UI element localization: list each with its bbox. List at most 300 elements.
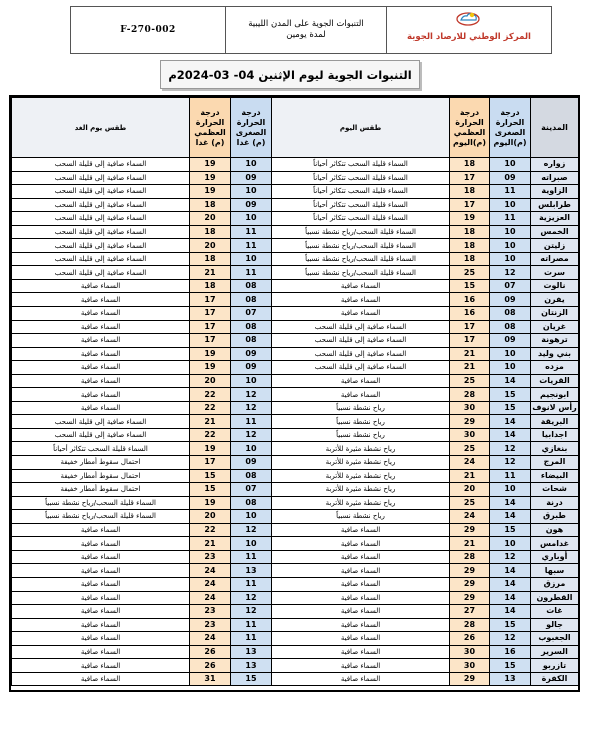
- cell-weather-today: السماء صافية إلى قليلة السحب: [272, 347, 450, 361]
- cell-min-today: 09: [490, 334, 531, 348]
- cell-min-tomorrow: 13: [231, 659, 272, 673]
- cell-max-tomorrow: 20: [190, 510, 231, 524]
- cell-weather-tomorrow: احتمال سقوط أمطار خفيفة: [12, 456, 190, 470]
- cell-city: طرابلس: [531, 198, 579, 212]
- cell-max-today: 25: [450, 442, 490, 456]
- cell-city: الخمس: [531, 225, 579, 239]
- cell-city: أوباري: [531, 550, 579, 564]
- cell-weather-tomorrow: السماء صافية إلى قليلة السحب: [12, 171, 190, 185]
- organization-block: [387, 7, 551, 53]
- cell-weather-today: السماء صافية: [272, 293, 450, 307]
- cell-max-tomorrow: 19: [190, 496, 231, 510]
- cell-max-today: 19: [450, 212, 490, 226]
- cell-max-today: 25: [450, 266, 490, 280]
- cell-weather-today: السماء صافية إلى قليلة السحب: [272, 334, 450, 348]
- cell-weather-today: السماء صافية إلى قليلة السحب: [272, 320, 450, 334]
- col-header-city: المدينة: [531, 98, 579, 158]
- cell-max-tomorrow: 19: [190, 442, 231, 456]
- cell-min-tomorrow: 11: [231, 550, 272, 564]
- cell-city: نالوت: [531, 279, 579, 293]
- cell-max-tomorrow: 21: [190, 415, 231, 429]
- cell-min-today: 14: [490, 374, 531, 388]
- cell-max-today: 28: [450, 618, 490, 632]
- cell-max-tomorrow: 23: [190, 550, 231, 564]
- cell-min-today: 10: [490, 361, 531, 375]
- cell-weather-today: السماء قليلة السحب تتكاثر أحياناً: [272, 198, 450, 212]
- cell-max-today: 20: [450, 483, 490, 497]
- cell-city: العزيزية: [531, 212, 579, 226]
- table-row: [12, 428, 579, 442]
- cell-min-today: 15: [490, 618, 531, 632]
- cell-max-tomorrow: 17: [190, 293, 231, 307]
- cell-min-today: 10: [490, 158, 531, 172]
- cell-city: الزاوية: [531, 185, 579, 199]
- cell-min-tomorrow: 10: [231, 537, 272, 551]
- cell-city: البريقة: [531, 415, 579, 429]
- cell-min-today: 14: [490, 591, 531, 605]
- table-row: [12, 374, 579, 388]
- cell-city: درنة: [531, 496, 579, 510]
- cell-city: القطرون: [531, 591, 579, 605]
- doc-code: F-270-002: [71, 7, 226, 53]
- cell-city: المرج: [531, 456, 579, 470]
- cell-weather-today: السماء قليلة السحب تتكاثر أحياناً: [272, 158, 450, 172]
- cell-max-tomorrow: 21: [190, 266, 231, 280]
- cell-city: سبها: [531, 564, 579, 578]
- cell-min-today: 09: [490, 293, 531, 307]
- table-row: [12, 469, 579, 483]
- cell-city: غات: [531, 605, 579, 619]
- cell-min-today: 14: [490, 577, 531, 591]
- cell-min-tomorrow: 09: [231, 171, 272, 185]
- table-row: [12, 266, 579, 280]
- cell-max-today: 16: [450, 307, 490, 321]
- cell-min-today: 12: [490, 550, 531, 564]
- cell-max-today: 18: [450, 225, 490, 239]
- cell-max-today: 30: [450, 428, 490, 442]
- cell-weather-today: السماء صافية: [272, 645, 450, 659]
- table-row: [12, 442, 579, 456]
- cell-max-today: 18: [450, 239, 490, 253]
- cell-city: السرير: [531, 645, 579, 659]
- cell-weather-today: السماء قليلة السحب تتكاثر أحياناً: [272, 212, 450, 226]
- cell-min-tomorrow: 15: [231, 672, 272, 686]
- cell-min-today: 15: [490, 659, 531, 673]
- cell-min-tomorrow: 09: [231, 456, 272, 470]
- cell-city: الزنتان: [531, 307, 579, 321]
- cell-weather-tomorrow: السماء قليلة السحب تتكاثر أحياناً: [12, 442, 190, 456]
- table-row: [12, 591, 579, 605]
- cell-city: غدامس: [531, 537, 579, 551]
- cell-min-today: 12: [490, 442, 531, 456]
- cell-max-tomorrow: 24: [190, 591, 231, 605]
- forecast-title: التنبوات الجوية ليوم الإثنين 04- 03-2024م: [160, 60, 420, 89]
- cell-min-tomorrow: 10: [231, 158, 272, 172]
- cell-weather-today: السماء صافية: [272, 374, 450, 388]
- cell-min-tomorrow: 11: [231, 415, 272, 429]
- table-row: [12, 279, 579, 293]
- cell-max-today: 29: [450, 415, 490, 429]
- cell-city: بنغازي: [531, 442, 579, 456]
- cell-max-today: 24: [450, 510, 490, 524]
- cell-weather-today: السماء صافية: [272, 388, 450, 402]
- cell-min-today: 15: [490, 401, 531, 415]
- cell-min-tomorrow: 08: [231, 279, 272, 293]
- cell-max-today: 17: [450, 171, 490, 185]
- table-row: [12, 401, 579, 415]
- cell-weather-today: رياح نشطة نسبياً: [272, 401, 450, 415]
- cell-weather-today: السماء صافية: [272, 307, 450, 321]
- cell-min-tomorrow: 11: [231, 239, 272, 253]
- cell-min-tomorrow: 11: [231, 618, 272, 632]
- cell-max-tomorrow: 19: [190, 158, 231, 172]
- cell-min-tomorrow: 07: [231, 307, 272, 321]
- table-header-row: [12, 98, 579, 158]
- cell-min-tomorrow: 08: [231, 293, 272, 307]
- cell-min-tomorrow: 10: [231, 212, 272, 226]
- cell-min-tomorrow: 10: [231, 442, 272, 456]
- cell-city: صبراته: [531, 171, 579, 185]
- cell-city: تازربو: [531, 659, 579, 673]
- cell-max-today: 21: [450, 347, 490, 361]
- cell-weather-today: رياح نشطة مثيرة للأتربة: [272, 483, 450, 497]
- cell-weather-today: السماء صافية: [272, 577, 450, 591]
- cell-min-tomorrow: 08: [231, 496, 272, 510]
- col-header-weather-today: طقس اليوم: [272, 98, 450, 158]
- table-row: [12, 347, 579, 361]
- table-row: [12, 523, 579, 537]
- cell-min-tomorrow: 09: [231, 361, 272, 375]
- cell-weather-today: رياح نشطة نسبياً: [272, 510, 450, 524]
- cell-max-tomorrow: 22: [190, 401, 231, 415]
- cell-min-tomorrow: 08: [231, 469, 272, 483]
- cell-max-today: 25: [450, 374, 490, 388]
- cell-min-today: 14: [490, 496, 531, 510]
- cell-min-tomorrow: 12: [231, 401, 272, 415]
- cell-min-tomorrow: 11: [231, 266, 272, 280]
- table-row: [12, 388, 579, 402]
- cell-min-today: 10: [490, 347, 531, 361]
- table-row: [12, 496, 579, 510]
- cell-weather-tomorrow: السماء صافية: [12, 401, 190, 415]
- table-row: [12, 361, 579, 375]
- table-row: [12, 456, 579, 470]
- table-row: [12, 510, 579, 524]
- table-row: [12, 550, 579, 564]
- cell-max-tomorrow: 18: [190, 279, 231, 293]
- cell-weather-tomorrow: احتمال سقوط أمطار خفيفة: [12, 483, 190, 497]
- cell-min-today: 10: [490, 225, 531, 239]
- cell-max-tomorrow: 19: [190, 347, 231, 361]
- cell-max-tomorrow: 17: [190, 334, 231, 348]
- forecast-table-frame: [9, 95, 580, 692]
- table-row: [12, 632, 579, 646]
- cell-weather-tomorrow: السماء صافية: [12, 564, 190, 578]
- cell-min-today: 11: [490, 185, 531, 199]
- cell-min-tomorrow: 12: [231, 388, 272, 402]
- cell-min-today: 15: [490, 523, 531, 537]
- cell-max-tomorrow: 24: [190, 632, 231, 646]
- cell-min-today: 14: [490, 564, 531, 578]
- col-header-min-tomorrow: درجة الحرارة الصغرى (م) غدا: [231, 98, 272, 158]
- cell-max-tomorrow: 17: [190, 320, 231, 334]
- cell-weather-tomorrow: السماء صافية: [12, 320, 190, 334]
- cell-min-today: 10: [490, 252, 531, 266]
- cell-max-today: 29: [450, 672, 490, 686]
- cell-weather-tomorrow: السماء صافية: [12, 618, 190, 632]
- cell-max-tomorrow: 17: [190, 307, 231, 321]
- cell-city: القريات: [531, 374, 579, 388]
- cell-weather-tomorrow: السماء صافية: [12, 293, 190, 307]
- cell-min-today: 12: [490, 632, 531, 646]
- table-row: [12, 415, 579, 429]
- table-row: [12, 320, 579, 334]
- cell-min-today: 07: [490, 279, 531, 293]
- cell-city: زليتن: [531, 239, 579, 253]
- cell-min-today: 15: [490, 388, 531, 402]
- cell-max-today: 18: [450, 185, 490, 199]
- cell-max-tomorrow: 23: [190, 605, 231, 619]
- table-row: [12, 605, 579, 619]
- cell-weather-today: السماء قليلة السحب/رياح نشطة نسبياً: [272, 266, 450, 280]
- cell-weather-today: رياح نشطة مثيرة للأتربة: [272, 442, 450, 456]
- cell-weather-today: السماء صافية: [272, 632, 450, 646]
- cell-city: غريان: [531, 320, 579, 334]
- cell-city: ترهونة: [531, 334, 579, 348]
- cell-max-today: 30: [450, 659, 490, 673]
- organization-name: المركز الوطني للارصاد الجوية: [407, 32, 531, 42]
- cell-weather-today: السماء قليلة السحب/رياح نشطة نسبياً: [272, 252, 450, 266]
- cell-max-today: 29: [450, 564, 490, 578]
- cell-weather-today: رياح نشطة مثيرة للأتربة: [272, 496, 450, 510]
- cell-max-tomorrow: 20: [190, 239, 231, 253]
- cell-min-tomorrow: 09: [231, 198, 272, 212]
- cell-weather-tomorrow: السماء صافية: [12, 537, 190, 551]
- table-row: [12, 252, 579, 266]
- cell-min-tomorrow: 10: [231, 185, 272, 199]
- cell-weather-today: رياح نشطة مثيرة للأتربة: [272, 456, 450, 470]
- cell-min-tomorrow: 12: [231, 523, 272, 537]
- cell-weather-tomorrow: السماء قليلة السحب/رياح نشطة نسبياً: [12, 496, 190, 510]
- cell-city: مزده: [531, 361, 579, 375]
- cell-weather-today: السماء صافية: [272, 564, 450, 578]
- cell-weather-today: السماء صافية: [272, 550, 450, 564]
- cell-max-today: 21: [450, 469, 490, 483]
- cell-weather-tomorrow: السماء صافية: [12, 659, 190, 673]
- table-row: [12, 307, 579, 321]
- cell-max-tomorrow: 17: [190, 456, 231, 470]
- cell-min-tomorrow: 12: [231, 428, 272, 442]
- cell-weather-tomorrow: السماء صافية إلى قليلة السحب: [12, 428, 190, 442]
- cell-min-tomorrow: 10: [231, 374, 272, 388]
- cell-weather-tomorrow: السماء صافية إلى قليلة السحب: [12, 266, 190, 280]
- table-row: [12, 659, 579, 673]
- cell-weather-tomorrow: السماء صافية إلى قليلة السحب: [12, 239, 190, 253]
- cell-min-tomorrow: 08: [231, 320, 272, 334]
- cell-city: زواره: [531, 158, 579, 172]
- table-row: [12, 564, 579, 578]
- cell-weather-tomorrow: السماء صافية: [12, 347, 190, 361]
- cell-weather-tomorrow: السماء قليلة السحب/رياح نشطة نسبياً: [12, 510, 190, 524]
- cell-city: هون: [531, 523, 579, 537]
- cell-min-today: 10: [490, 239, 531, 253]
- cell-max-today: 29: [450, 577, 490, 591]
- cell-max-tomorrow: 18: [190, 225, 231, 239]
- cell-max-today: 28: [450, 550, 490, 564]
- cell-weather-today: السماء صافية: [272, 523, 450, 537]
- cell-min-today: 10: [490, 198, 531, 212]
- cell-min-tomorrow: 10: [231, 510, 272, 524]
- cell-max-tomorrow: 15: [190, 483, 231, 497]
- cell-weather-tomorrow: السماء صافية: [12, 334, 190, 348]
- cell-weather-today: رياح نشطة نسبياً: [272, 428, 450, 442]
- cell-min-tomorrow: 11: [231, 577, 272, 591]
- cell-weather-tomorrow: السماء صافية إلى قليلة السحب: [12, 252, 190, 266]
- cell-city: بني وليد: [531, 347, 579, 361]
- forecast-table: [11, 97, 579, 686]
- cell-max-tomorrow: 22: [190, 428, 231, 442]
- table-row: [12, 645, 579, 659]
- cell-weather-tomorrow: السماء صافية إلى قليلة السحب: [12, 225, 190, 239]
- col-header-min-today: درجة الحرارة الصغرى (م)اليوم: [490, 98, 531, 158]
- cell-weather-tomorrow: السماء صافية: [12, 361, 190, 375]
- table-row: [12, 618, 579, 632]
- cell-weather-today: السماء صافية: [272, 618, 450, 632]
- cell-max-today: 29: [450, 591, 490, 605]
- cell-min-today: 12: [490, 456, 531, 470]
- table-row: [12, 225, 579, 239]
- cell-max-tomorrow: 24: [190, 564, 231, 578]
- cell-max-tomorrow: 19: [190, 171, 231, 185]
- cell-min-today: 16: [490, 645, 531, 659]
- cell-weather-tomorrow: السماء صافية إلى قليلة السحب: [12, 158, 190, 172]
- cell-weather-today: السماء قليلة السحب تتكاثر أحياناً: [272, 185, 450, 199]
- cell-max-today: 17: [450, 198, 490, 212]
- table-row: [12, 171, 579, 185]
- cell-max-tomorrow: 19: [190, 185, 231, 199]
- cell-weather-tomorrow: السماء صافية إلى قليلة السحب: [12, 198, 190, 212]
- cell-weather-tomorrow: السماء صافية: [12, 591, 190, 605]
- cell-city: اجدابيا: [531, 428, 579, 442]
- cell-weather-tomorrow: السماء صافية: [12, 523, 190, 537]
- cell-weather-today: السماء صافية: [272, 537, 450, 551]
- table-row: [12, 672, 579, 686]
- cell-min-tomorrow: 13: [231, 645, 272, 659]
- cell-min-tomorrow: 11: [231, 632, 272, 646]
- cell-max-today: 28: [450, 388, 490, 402]
- doc-title: [226, 7, 387, 53]
- cell-max-today: 29: [450, 523, 490, 537]
- table-row: [12, 212, 579, 226]
- cell-min-tomorrow: 07: [231, 483, 272, 497]
- cell-min-tomorrow: 08: [231, 334, 272, 348]
- col-header-weather-tomorrow: طقس يوم الغد: [12, 98, 190, 158]
- cell-min-tomorrow: 12: [231, 591, 272, 605]
- cell-max-today: 18: [450, 252, 490, 266]
- cell-weather-today: السماء صافية إلى قليلة السحب: [272, 361, 450, 375]
- cell-max-today: 21: [450, 537, 490, 551]
- cell-weather-tomorrow: السماء صافية: [12, 388, 190, 402]
- cell-min-today: 08: [490, 307, 531, 321]
- table-row: [12, 198, 579, 212]
- cell-weather-tomorrow: السماء صافية: [12, 279, 190, 293]
- cell-city: جالو: [531, 618, 579, 632]
- cell-city: رأس لانوف: [531, 401, 579, 415]
- cell-max-tomorrow: 24: [190, 577, 231, 591]
- cell-min-tomorrow: 09: [231, 347, 272, 361]
- table-row: [12, 158, 579, 172]
- cell-min-today: 11: [490, 469, 531, 483]
- cell-weather-tomorrow: السماء صافية: [12, 645, 190, 659]
- cell-max-tomorrow: 18: [190, 198, 231, 212]
- cell-weather-tomorrow: السماء صافية: [12, 550, 190, 564]
- cell-weather-today: السماء صافية: [272, 672, 450, 686]
- cell-min-today: 14: [490, 428, 531, 442]
- cell-city: سرت: [531, 266, 579, 280]
- cell-weather-tomorrow: السماء صافية إلى قليلة السحب: [12, 415, 190, 429]
- cell-city: الكفرة: [531, 672, 579, 686]
- cell-weather-today: السماء صافية: [272, 591, 450, 605]
- cell-city: يفرن: [531, 293, 579, 307]
- cell-weather-tomorrow: السماء صافية إلى قليلة السحب: [12, 212, 190, 226]
- col-header-max-tomorrow: درجة الحرارة العظمي (م) غدا: [190, 98, 231, 158]
- cell-min-today: 09: [490, 171, 531, 185]
- cell-max-tomorrow: 20: [190, 212, 231, 226]
- cell-weather-tomorrow: السماء صافية: [12, 374, 190, 388]
- cell-min-today: 11: [490, 212, 531, 226]
- cell-min-today: 12: [490, 266, 531, 280]
- cell-city: طبرق: [531, 510, 579, 524]
- table-row: [12, 483, 579, 497]
- cell-weather-tomorrow: السماء صافية إلى قليلة السحب: [12, 185, 190, 199]
- cell-weather-tomorrow: السماء صافية: [12, 632, 190, 646]
- cell-max-tomorrow: 18: [190, 252, 231, 266]
- table-row: [12, 334, 579, 348]
- cell-max-tomorrow: 22: [190, 388, 231, 402]
- cell-weather-tomorrow: احتمال سقوط أمطار خفيفة: [12, 469, 190, 483]
- col-header-max-today: درجة الحرارة العظمي (م)اليوم: [450, 98, 490, 158]
- cell-max-tomorrow: 26: [190, 659, 231, 673]
- cell-min-today: 14: [490, 605, 531, 619]
- cell-min-today: 13: [490, 672, 531, 686]
- cell-max-today: 18: [450, 158, 490, 172]
- table-row: [12, 293, 579, 307]
- cell-max-tomorrow: 20: [190, 374, 231, 388]
- cell-weather-tomorrow: السماء صافية: [12, 577, 190, 591]
- cell-max-tomorrow: 31: [190, 672, 231, 686]
- cell-min-today: 14: [490, 415, 531, 429]
- cell-city: البيضاء: [531, 469, 579, 483]
- table-row: [12, 577, 579, 591]
- cell-min-tomorrow: 10: [231, 252, 272, 266]
- cell-max-tomorrow: 15: [190, 469, 231, 483]
- cell-max-tomorrow: 23: [190, 618, 231, 632]
- cell-max-today: 17: [450, 334, 490, 348]
- doc-title-line2: لمدة يومين: [286, 30, 326, 40]
- cell-city: ابونجيم: [531, 388, 579, 402]
- cell-city: مصراته: [531, 252, 579, 266]
- cell-min-tomorrow: 12: [231, 605, 272, 619]
- cell-max-today: 21: [450, 361, 490, 375]
- cell-max-tomorrow: 22: [190, 523, 231, 537]
- cell-weather-tomorrow: السماء صافية: [12, 307, 190, 321]
- cell-city: شحات: [531, 483, 579, 497]
- cell-max-today: 30: [450, 645, 490, 659]
- cell-max-today: 17: [450, 320, 490, 334]
- cell-weather-today: السماء صافية: [272, 279, 450, 293]
- cell-max-today: 24: [450, 456, 490, 470]
- table-row: [12, 239, 579, 253]
